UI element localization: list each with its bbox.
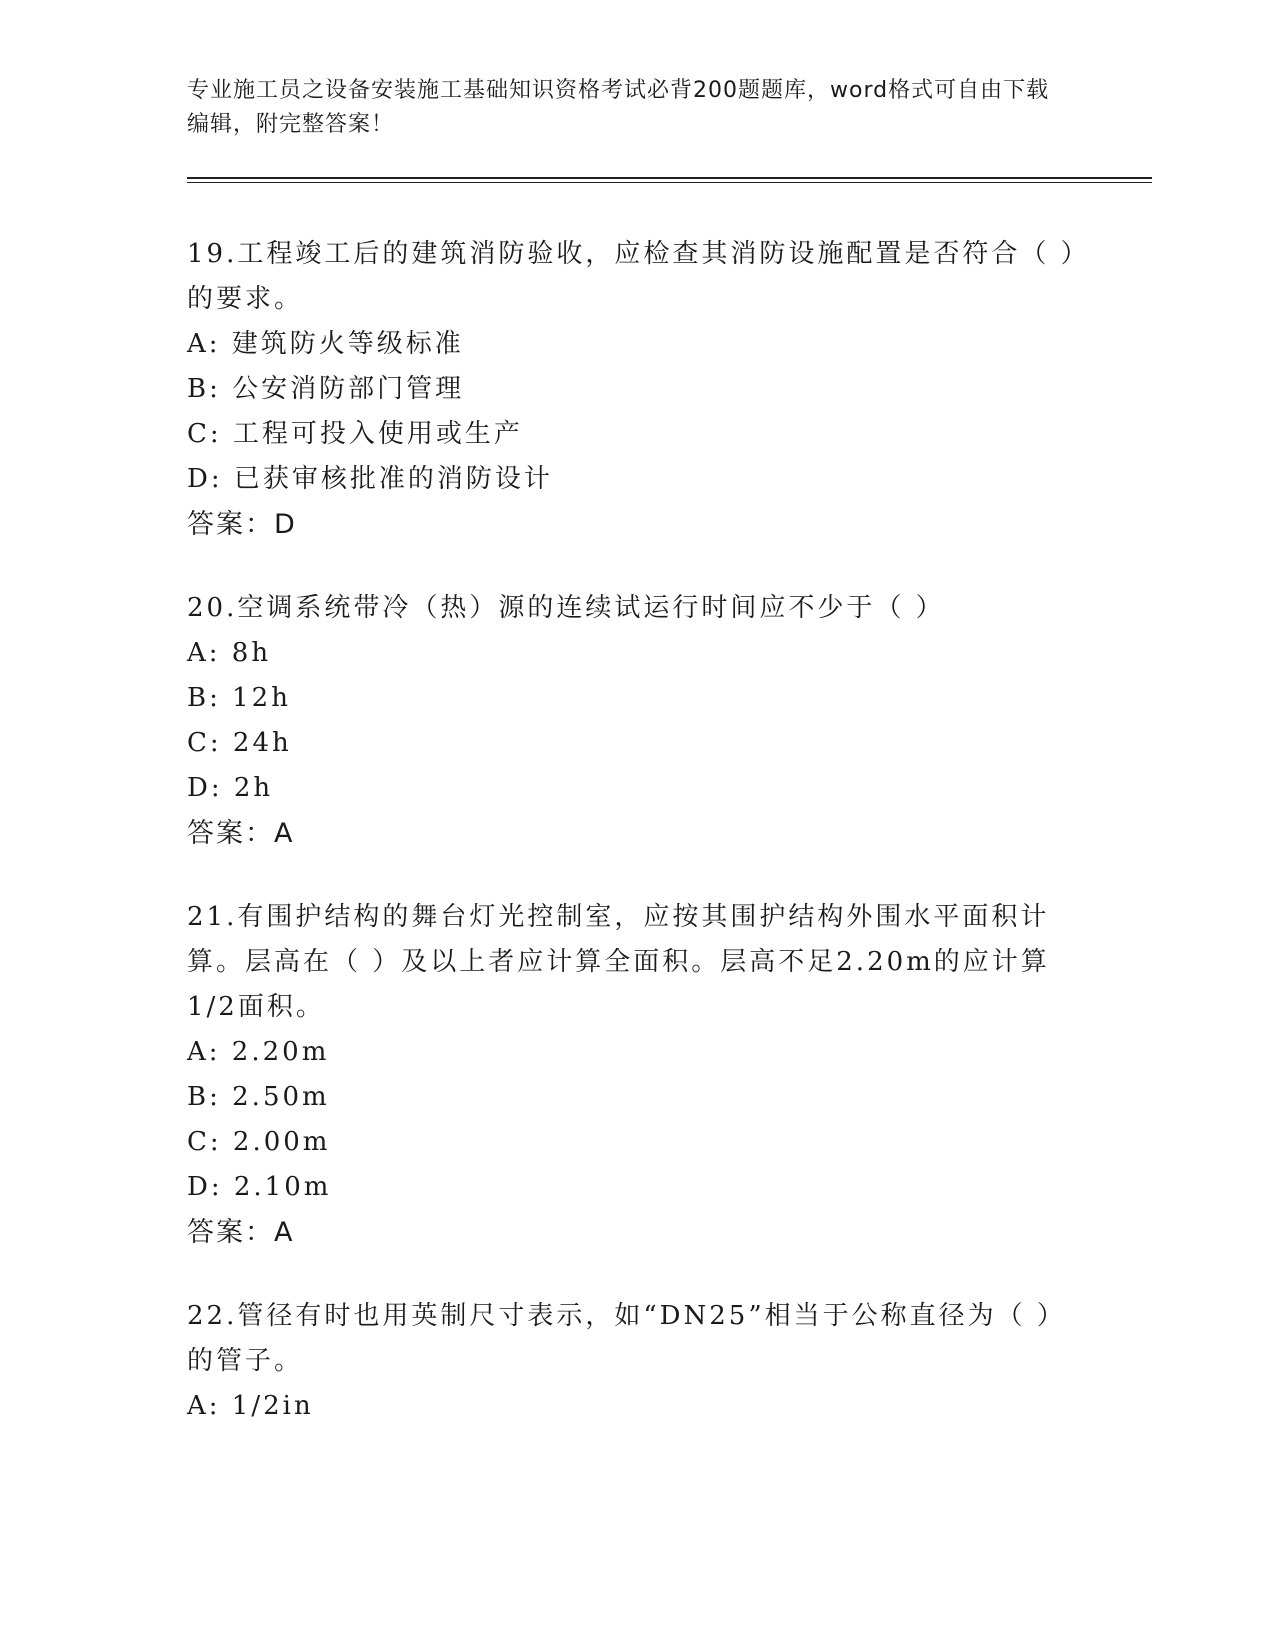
option-c: C: 工程可投入使用或生产 [187, 419, 523, 449]
question-list [187, 232, 1087, 1467]
question-22 [187, 1294, 1087, 1429]
header-divider-thin [187, 182, 1152, 183]
option-c: C: 2.00m [187, 1127, 331, 1157]
header-divider-thick [187, 177, 1152, 179]
question-20 [187, 586, 1087, 857]
question-text: 20.空调系统带冷（热）源的连续试运行时间应不少于（ ） [187, 593, 945, 623]
option-d: D: 2h [187, 773, 274, 803]
option-d: D: 已获审核批准的消防设计 [187, 464, 553, 494]
option-a: A: 1/2in [187, 1391, 314, 1421]
question-21 [187, 895, 1087, 1256]
option-b: B: 2.50m [187, 1082, 330, 1112]
option-b: B: 12h [187, 683, 291, 713]
question-19 [187, 232, 1087, 548]
option-c: C: 24h [187, 728, 292, 758]
option-d: D: 2.10m [187, 1172, 332, 1202]
option-a: A: 2.20m [187, 1037, 330, 1067]
option-b: B: 公安消防部门管理 [187, 374, 465, 404]
option-a: A: 8h [187, 638, 272, 668]
answer-line: 答案：A [187, 818, 295, 849]
option-a: A: 建筑防火等级标准 [187, 329, 464, 359]
question-text: 22.管径有时也用英制尺寸表示，如“DN25”相当于公称直径为（ ）的管子。 [187, 1301, 1066, 1376]
answer-line: 答案：D [187, 509, 297, 540]
document-header: 专业施工员之设备安装施工基础知识资格考试必背200题题库，word格式可自由下载编辑，附完整答案！ [187, 78, 1050, 137]
question-text: 21.有围护结构的舞台灯光控制室，应按其围护结构外围水平面积计算。层高在（ ）及以上者应计算全面积。层高不足2.20m的应计算1/2面积。 [187, 902, 1050, 1022]
question-text: 19.工程竣工后的建筑消防验收，应检查其消防设施配置是否符合（ ）的要求。 [187, 239, 1077, 314]
answer-line: 答案：A [187, 1217, 295, 1248]
